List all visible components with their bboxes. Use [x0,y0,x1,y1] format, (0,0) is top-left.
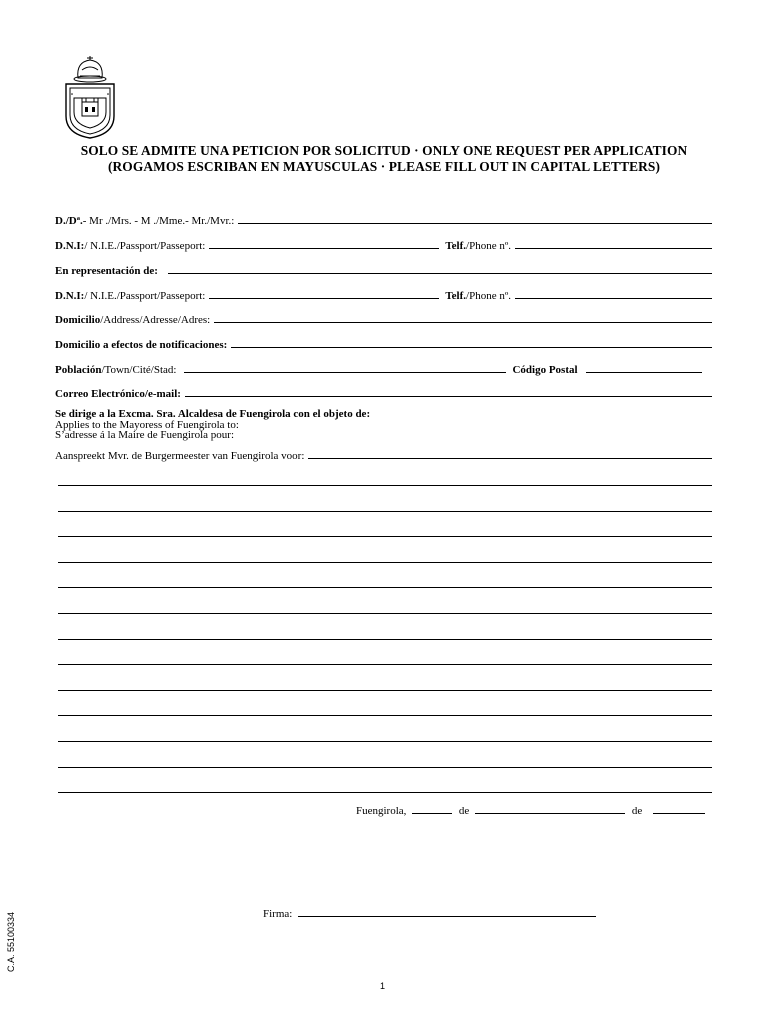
de-label-1: de [458,805,470,817]
month-field[interactable] [475,813,625,814]
dni-label: / N.I.E./Passport/Passeport: [84,240,206,252]
purpose-french: S’adresse á la Maire de Fuengirola pour: [55,429,234,441]
phone-field-1[interactable] [515,248,712,249]
dni-field-1[interactable] [209,248,439,249]
name-label: - Mr ./Mrs. - M ./Mme.- Mr./Mvr.: [82,215,235,227]
phone-label: /Phone nº. [466,290,511,302]
phone-label-bold: Telf. [445,290,467,302]
page-number: 1 [380,981,386,991]
purpose-line[interactable] [58,562,712,563]
dni-label: / N.I.E./Passport/Passeport: [84,290,206,302]
notification-address-row [55,335,712,351]
name-row [55,211,712,227]
email-label: Correo Electrónico/e-mail: [55,388,181,400]
date-line [356,805,705,817]
representation-row [55,261,712,277]
name-label-bold: D./Dª. [55,215,83,227]
purpose-field-first-line[interactable] [308,458,712,459]
address-field[interactable] [214,322,712,323]
address-row [55,310,712,326]
town-field[interactable] [184,372,506,373]
town-row [55,360,712,376]
town-label: /Town/Cité/Stad: [101,364,177,376]
dni-row-1 [55,236,712,252]
signature-label: Firma: [263,908,293,920]
notification-address-field[interactable] [231,347,712,348]
purpose-line[interactable] [58,536,712,537]
email-row [55,384,712,400]
postal-code-field[interactable] [586,372,702,373]
day-field[interactable] [412,813,452,814]
signature-line [263,908,596,920]
dni-row-2 [55,286,712,302]
signature-field[interactable] [298,916,596,917]
purpose-line[interactable] [58,690,712,691]
place-label: Fuengirola, [356,805,407,817]
purpose-line[interactable] [58,639,712,640]
email-field[interactable] [185,396,712,397]
address-label: /Address/Adresse/Adres: [100,314,211,326]
purpose-english: Applies to the Mayoress of Fuengirola to: [55,418,239,431]
purpose-line[interactable] [58,767,712,768]
year-field[interactable] [653,813,705,814]
purpose-line[interactable] [58,613,712,614]
phone-label: /Phone nº. [466,240,511,252]
notification-address-label: Domicilio a efectos de notificaciones: [55,339,228,351]
dni-label-bold: D.N.I: [55,290,85,302]
purpose-line[interactable] [58,741,712,742]
dni-label-bold: D.N.I: [55,240,85,252]
purpose-line[interactable] [58,485,712,486]
representation-field[interactable] [168,273,712,274]
purpose-block [55,409,370,441]
purpose-line[interactable] [58,664,712,665]
form-code: C.A. 55100334 [6,911,16,972]
purpose-line[interactable] [58,511,712,512]
de-label-2: de [631,805,643,817]
header-line-2: (ROGAMOS ESCRIBAN EN MAYUSCULAS · PLEASE FILL OUT IN CAPITAL LETTERS) [107,159,661,174]
purpose-spanish: Se dirige a la Excma. Sra. Alcaldesa de Fuengirola con el objeto de: [55,408,371,420]
purpose-dutch-row [55,446,712,462]
address-label-bold: Domicilio [55,314,101,326]
dni-field-2[interactable] [209,298,439,299]
phone-field-2[interactable] [515,298,712,299]
coat-of-arms-icon [58,54,122,140]
town-label-bold: Población [55,364,102,376]
name-field[interactable] [238,223,712,224]
postal-code-label: Código Postal [512,364,578,376]
purpose-line[interactable] [58,587,712,588]
purpose-line[interactable] [58,715,712,716]
header-line-1: SOLO SE ADMITE UNA PETICION POR SOLICITUD · ONLY ONE REQUEST PER APPLICATION [80,143,688,158]
phone-label-bold: Telf. [445,240,467,252]
purpose-line[interactable] [58,792,712,793]
purpose-dutch: Aanspreekt Mvr. de Burgermeester van Fuengirola voor: [55,450,305,462]
representation-label: En representación de: [55,265,158,277]
